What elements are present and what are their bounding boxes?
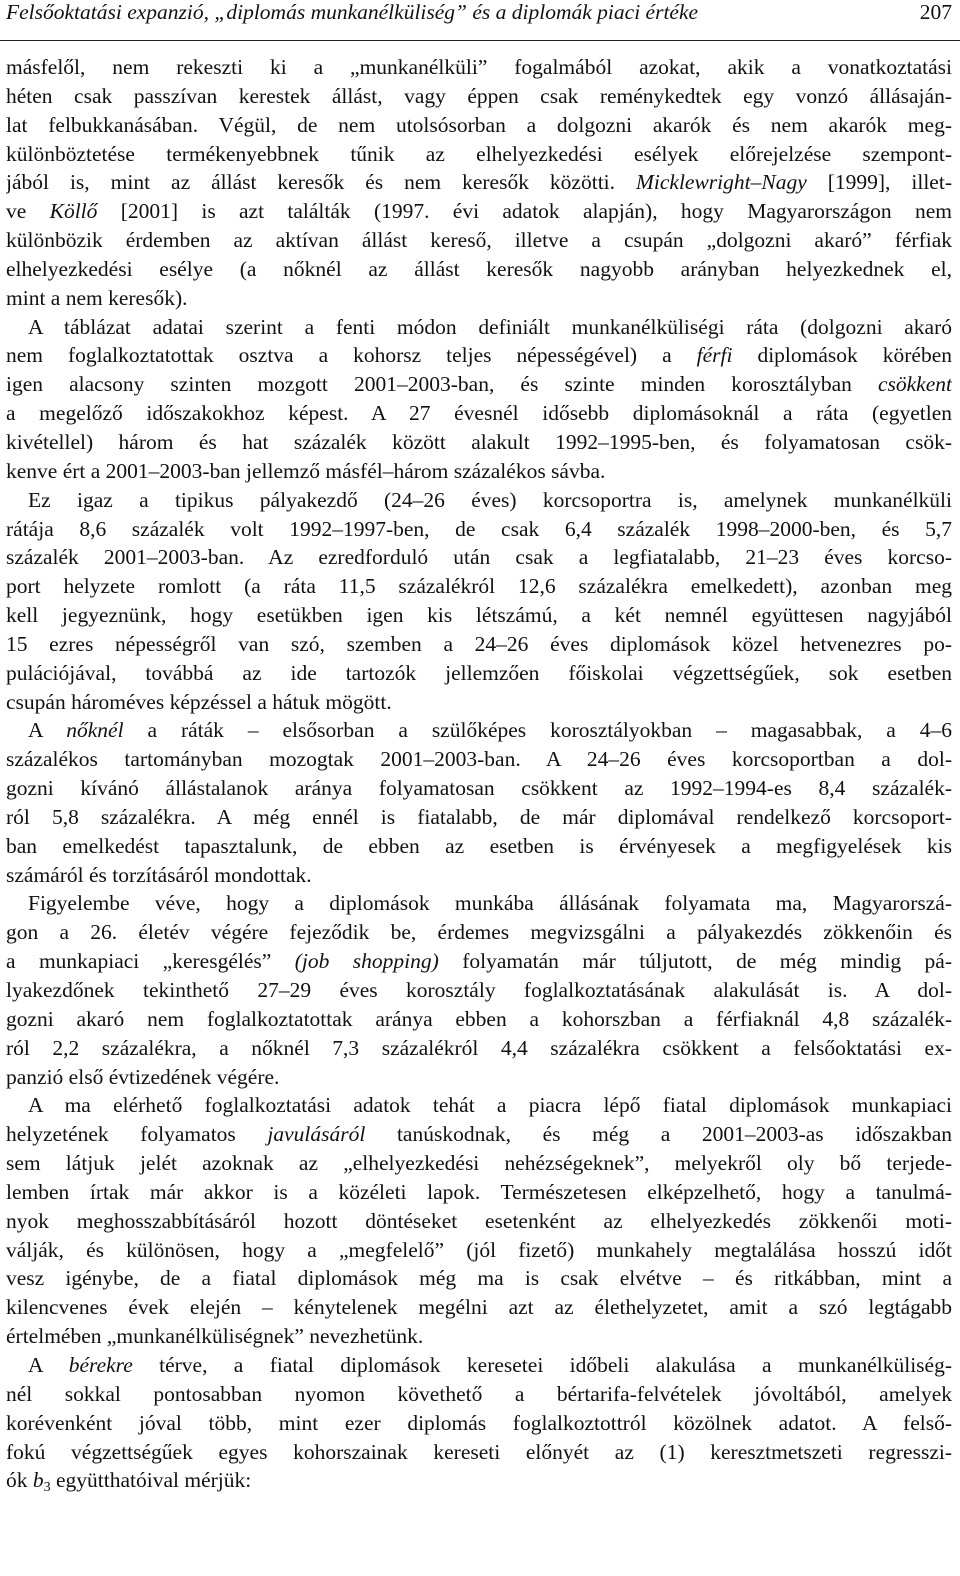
- text-line: [6, 1293, 952, 1322]
- text-line: [6, 168, 952, 197]
- text-line: [6, 688, 952, 717]
- italic-text: javulásáról: [267, 1122, 366, 1147]
- text-segment: a munkapiaci „keresgélés”: [6, 949, 295, 974]
- text-segment: héten csak passzívan kerestek állást, vagy éppen csak reménykedtek egy vonzó állásaján-: [6, 83, 952, 108]
- text-line: [6, 1149, 952, 1178]
- page-number: 207: [919, 0, 952, 24]
- text-line: [6, 140, 952, 169]
- text-line: [6, 1034, 952, 1063]
- text-segment: százalékos tartományban mozogtak 2001–2003-ban. A 24–26 éves korcsoportban a dol-: [6, 747, 952, 772]
- text-line: [6, 1322, 952, 1351]
- text-segment: a megelőző időszakokhoz képest. A 27 évesnél idősebb diplomásoknál a ráta (egyetlen: [6, 401, 952, 426]
- text-segment: jából is, mint az állást keresők és nem keresők közötti.: [6, 170, 636, 195]
- text-line: [6, 745, 952, 774]
- text-line: [6, 1063, 952, 1092]
- text-segment: [1999], illet-: [806, 170, 952, 195]
- text-line: [6, 1120, 952, 1149]
- text-line: [6, 601, 952, 630]
- text-segment: [2001] is azt találták (1997. évi adatok alapján), hogy Magyarországon nem: [97, 199, 952, 224]
- text-segment: százalék 2001–2003-ban. Az ezredforduló után csak a legfiatalabb, 21–23 éves korcso-: [6, 545, 952, 570]
- text-segment: A: [28, 718, 67, 743]
- text-segment: nyok meghosszabbításáról hozott döntéseket esetenként az elhelyezkedés zökkenői moti-: [6, 1208, 952, 1233]
- text-line: [6, 976, 952, 1005]
- text-line: [6, 1178, 952, 1207]
- text-segment: másfelől, nem rekeszti ki a „munkanélküli” fogalmából azokat, akik a vonatkoztatási: [6, 55, 952, 79]
- text-line: [6, 111, 952, 140]
- text-segment: ve: [6, 199, 50, 224]
- text-line: [6, 515, 952, 544]
- text-line: [6, 457, 952, 486]
- text-segment: gozni akaró nem foglalkoztatottak aránya ebben a kohorszban a férfiaknál 4,8 százalék-: [6, 1006, 952, 1031]
- text-line: [6, 918, 952, 947]
- text-segment: A táblázat adatai szerint a fenti módon definiált munkanélküliségi ráta (dolgozni akaró: [28, 314, 952, 339]
- text-segment: mint a nem keresők).: [6, 285, 188, 310]
- text-segment: nél sokkal pontosabban nyomon követhető a bértarifa-felvételek jóvoltából, amelyek: [6, 1381, 952, 1406]
- text-segment: ban emelkedést tapasztalunk, de ebben az esetben is érvényesek a megfigyelések kis: [6, 833, 952, 858]
- italic-text: b: [32, 1468, 44, 1493]
- text-line: [6, 341, 952, 370]
- text-segment: válják, és különösen, hogy a „megfelelő” (jól fizető) munkahely megtalálása hosszú időt: [6, 1237, 952, 1262]
- text-line: [6, 1438, 952, 1467]
- text-segment: számáról és torzításáról mondottak.: [6, 862, 312, 887]
- italic-text: férfi: [696, 343, 733, 368]
- text-segment: igen alacsony szinten mozgott 2001–2003-ban, és szinte minden korosztályban: [6, 372, 878, 397]
- text-line: [6, 1264, 952, 1293]
- text-segment: rátája 8,6 százalék volt 1992–1997-ben, de csak 6,4 százalék 1998–2000-ben, és 5,7: [6, 516, 952, 541]
- text-segment: különböztetése termékenyebbnek tűnik az elhelyezkedési esélyek előrejelzése szempont-: [6, 141, 952, 166]
- text-segment: tanúskodnak, és még a 2001–2003-as időszakban: [365, 1122, 952, 1147]
- text-line: [6, 774, 952, 803]
- text-segment: Figyelembe véve, hogy a diplomások munkába állásának folyamata ma, Magyarorszá-: [28, 891, 952, 916]
- text-segment: panzió első évtizedének végére.: [6, 1064, 280, 1089]
- text-segment: korévenként jóval több, mint ezer diplomás foglalkoztottról közölnek adatot. A felső-: [6, 1410, 952, 1435]
- text-segment: port helyzete romlott (a ráta 11,5 százalékról 12,6 százalékra emelkedett), azonban meg: [6, 574, 952, 599]
- text-line: [6, 428, 952, 457]
- text-segment: diplomások körében: [732, 343, 952, 368]
- text-line: [6, 1380, 952, 1409]
- text-line: [6, 832, 952, 861]
- text-line: [6, 1351, 952, 1380]
- text-segment: folyamatán már túljutott, de még mindig pá-: [438, 949, 952, 974]
- text-line: [6, 1466, 952, 1495]
- text-segment: A: [28, 1352, 69, 1377]
- italic-text: Köllő: [49, 199, 98, 224]
- text-segment: kell jegyeznünk, hogy esetükben igen kis létszámú, a két nemnél együttesen nagyjából: [6, 603, 952, 628]
- text-segment: elhelyezkedési esélye (a nőknél az állást keresők nagyobb arányban helyezkednek el,: [6, 256, 952, 281]
- text-line: [6, 1409, 952, 1438]
- subscript: 3: [43, 1480, 51, 1496]
- text-segment: lat felbukkanásában. Végül, de nem utolsósorban a dolgozni akarók és nem akarók meg-: [6, 112, 952, 137]
- text-line: [6, 543, 952, 572]
- text-line: [6, 255, 952, 284]
- text-line: [6, 82, 952, 111]
- text-segment: csupán hároméves képzéssel a hátuk mögött.: [6, 689, 392, 714]
- text-line: [6, 1091, 952, 1120]
- text-line: [6, 947, 952, 976]
- text-segment: értelmében „munkanélküliségnek” nevezhetünk.: [6, 1324, 424, 1349]
- text-segment: 15 ezres népességről van szó, szemben a 24–26 éves diplomások közel hetvenezres po-: [6, 631, 952, 656]
- italic-text: csökkent: [877, 372, 952, 397]
- text-line: [6, 659, 952, 688]
- text-line: [6, 284, 952, 313]
- text-segment: pulációjával, továbbá az ide tartozók jellemzően főiskolai végzettségűek, sok esetben: [6, 660, 952, 685]
- text-line: [6, 716, 952, 745]
- italic-text: Micklewright–Nagy: [635, 170, 807, 195]
- text-line: [6, 53, 952, 82]
- text-segment: ók: [6, 1468, 33, 1493]
- italic-text: bérekre: [68, 1352, 133, 1377]
- running-header: [0, 0, 960, 41]
- text-segment: a ráták – elsősorban a szülőképes korosztályokban – magasabbak, a 4–6: [123, 718, 952, 743]
- text-line: [6, 370, 952, 399]
- text-line: [6, 1005, 952, 1034]
- italic-text: nőknél: [66, 718, 124, 743]
- text-line: [6, 1236, 952, 1265]
- text-segment: helyzetének folyamatos: [6, 1122, 268, 1147]
- running-header-title: Felsőoktatási expanzió, „diplomás munkanélküliség” és a diplomák piaci értéke: [6, 0, 699, 24]
- text-line: [6, 197, 952, 226]
- text-segment: fokú végzettségűek egyes kohorszainak kereseti előnyét az (1) keresztmetszeti regresszi-: [6, 1439, 952, 1464]
- text-line: [6, 226, 952, 255]
- text-segment: kivétellel) három és hat százalék között alakult 1992–1995-ben, és folyamatosan csök-: [6, 429, 952, 454]
- text-segment: Ez igaz a tipikus pályakezdő (24–26 éves) korcsoportra is, amelynek munkanélküli: [28, 487, 952, 512]
- text-segment: lemben írtak már akkor is a közéleti lapok. Természetesen elképzelhető, hogy a tanulmá-: [6, 1179, 952, 1204]
- text-segment: gozni kívánó állástalanok aránya folyamatosan csökkent az 1992–1994-es 8,4 százalék-: [6, 776, 952, 801]
- text-line: [6, 313, 952, 342]
- text-segment: kilencvenes évek elején – kénytelenek megélni azt az élethelyzetet, amit a szó legtágabb: [6, 1295, 952, 1320]
- text-segment: nem foglalkoztatottak osztva a kohorsz teljes népességével) a: [6, 343, 697, 368]
- text-line: [6, 399, 952, 428]
- text-segment: térve, a fiatal diplomások keresetei időbeli alakulása a munkanélküliség-: [132, 1352, 952, 1377]
- text-line: [6, 486, 952, 515]
- text-segment: ról 5,8 százalékra. A még ennél is fiatalabb, de már diplomával rendelkező korcsoport-: [6, 804, 952, 829]
- italic-text: (job shopping): [294, 949, 439, 974]
- text-line: [6, 572, 952, 601]
- text-line: [6, 861, 952, 890]
- text-segment: kenve ért a 2001–2003-ban jellemző másfél–három százalékos sávba.: [6, 458, 606, 483]
- text-segment: vesz igénybe, de a fiatal diplomások még ma is csak elvétve – és ritkábban, mint a: [6, 1266, 952, 1291]
- text-segment: ról 2,2 százalékra, a nőknél 7,3 százalékról 4,4 százalékra csökkent a felsőoktatási ex-: [6, 1035, 952, 1060]
- text-segment: együtthatóival mérjük:: [50, 1468, 252, 1493]
- text-segment: A ma elérhető foglalkoztatási adatok tehát a piacra lépő fiatal diplomások munkapiaci: [28, 1093, 952, 1118]
- text-line: [6, 1207, 952, 1236]
- body-text: [6, 53, 952, 1495]
- text-line: [6, 889, 952, 918]
- text-segment: sem látjuk jelét azoknak az „elhelyezkedési nehézségeknek”, melyekről oly bő terjede-: [6, 1151, 952, 1176]
- text-line: [6, 630, 952, 659]
- text-segment: lyakezdőnek tekinthető 27–29 éves korosztály foglalkoztatásának alakulását is. A dol-: [6, 978, 952, 1002]
- text-segment: különbözik érdemben az aktívan állást kereső, illetve a csupán „dolgozni akaró” férfiak: [6, 228, 952, 253]
- text-segment: gon a 26. életév végére fejeződik be, érdemes megvizsgálni a pályakezdés zökkenőin és: [6, 920, 952, 945]
- text-line: [6, 803, 952, 832]
